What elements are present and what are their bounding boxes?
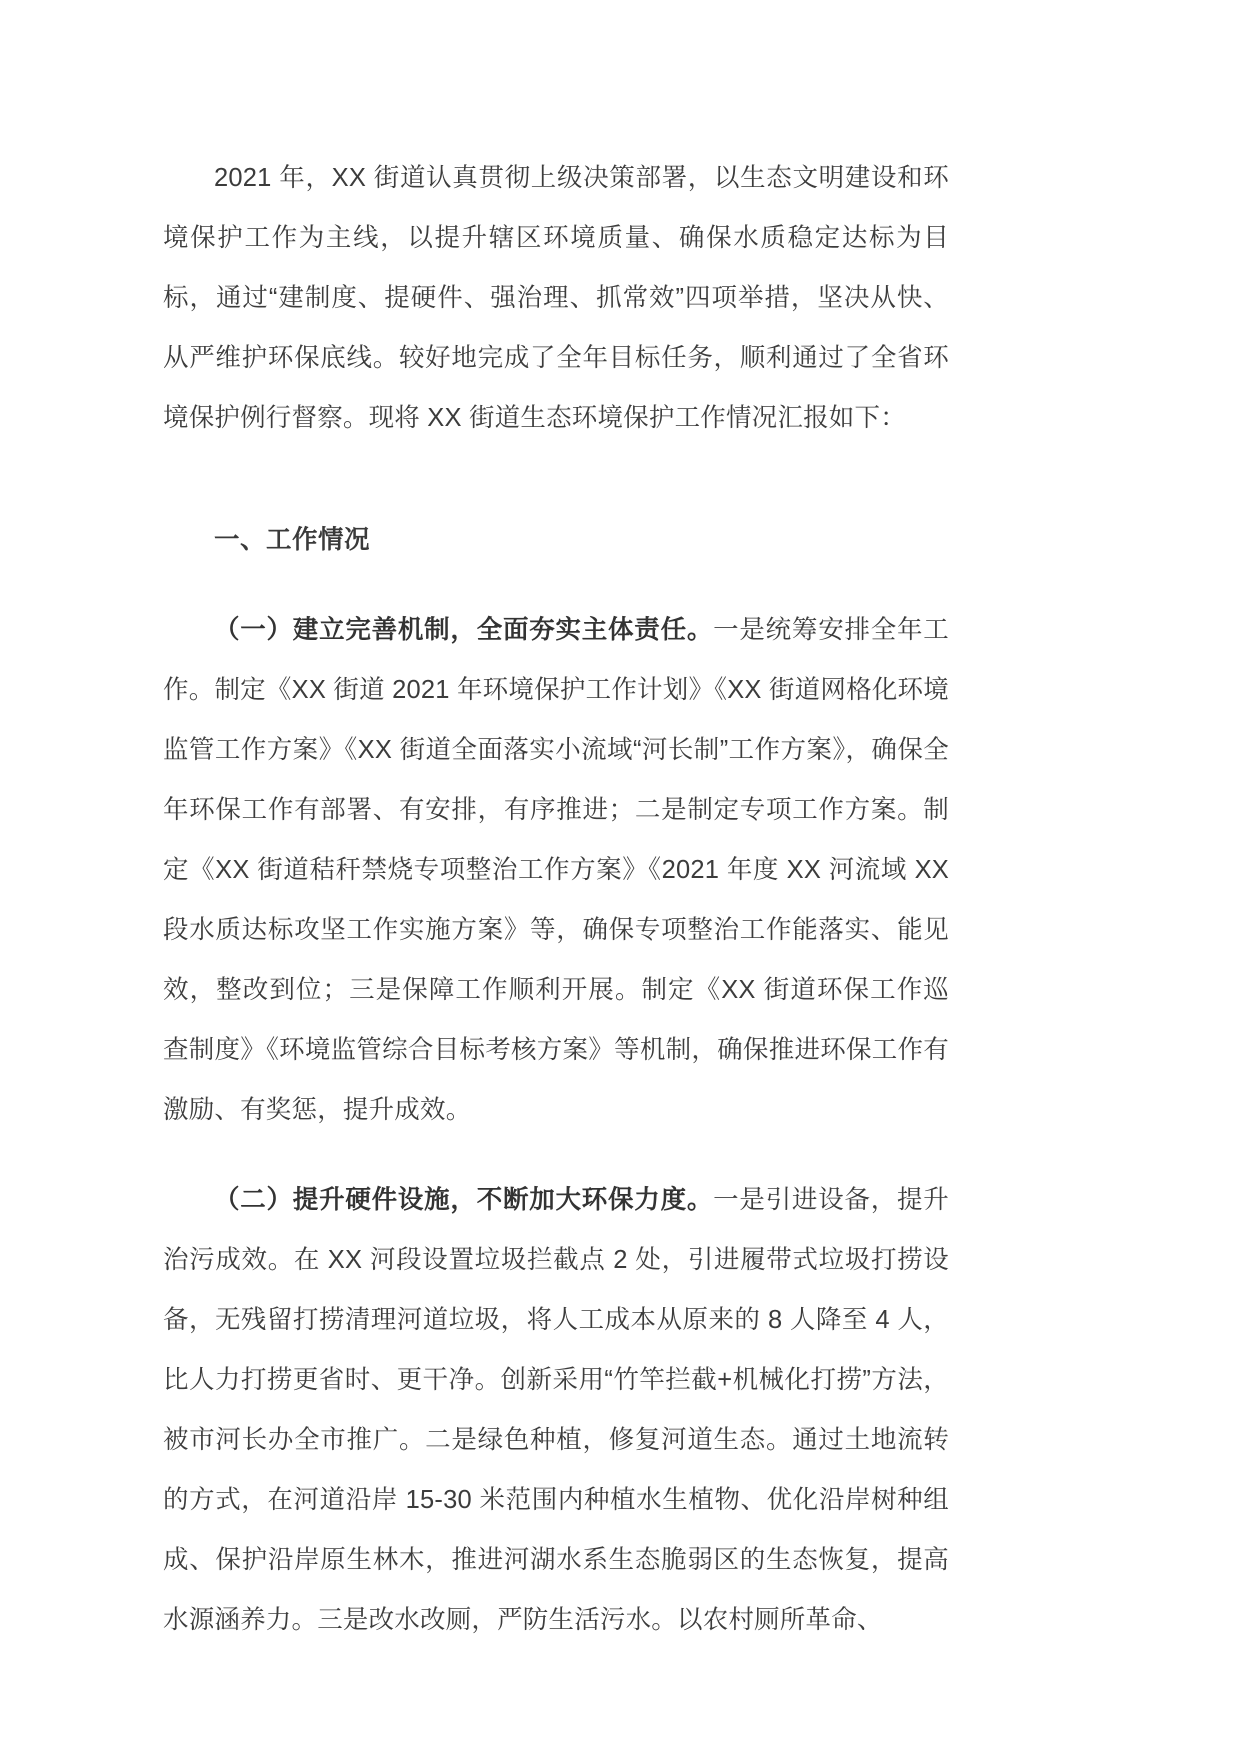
subsection-1-lead: （一）建立完善机制，全面夯实主体责任。 <box>214 616 714 644</box>
spacer-between-subsections <box>163 1140 949 1170</box>
intro-paragraph: 2021 年，XX 街道认真贯彻上级决策部署，以生态文明建设和环境保护工作为主线，以提升辖区环境质量、确保水质稳定达标为目标，通过“建制度、提硬件、强治理、抓常效”四项举措，坚决从快、从严维护环保底线。较好地完成了全年目标任务，顺利通过了全省环境保护例行督察。现将 XX 街道生态环境保护工作情况汇报如下： <box>163 164 949 432</box>
spacer-before-heading <box>163 448 949 510</box>
section-heading-1: 一、工作情况 <box>214 526 371 554</box>
subsection-1-body: 一是统筹安排全年工作。制定《XX 街道 2021 年环境保护工作计划》《XX 街道网格化环境监管工作方案》《XX 街道全面落实小流域“河长制”工作方案》，确保全年环保工作有部署、有安排，有序推进；二是制定专项工作方案。制定《XX 街道秸秆禁烧专项整治工作方案》《2021 年度 XX 河流域 XX 段水质达标攻坚工作实施方案》等，确保专项整治工作能落实、能见效，整改到位；三是保障工作顺利开展。制定《XX 街道环保工作巡查制度》《环境监管综合目标考核方案》等机制，确保推进环保工作有激励、有奖惩，提升成效。 <box>163 616 949 1124</box>
subsection-2 <box>163 1170 949 1650</box>
subsection-2-lead: （二）提升硬件设施，不断加大环保力度。 <box>214 1186 714 1214</box>
spacer-after-heading <box>163 570 949 600</box>
subsection-2-body: 一是引进设备，提升治污成效。在 XX 河段设置垃圾拦截点 2 处，引进履带式垃圾打捞设备，无残留打捞清理河道垃圾，将人工成本从原来的 8 人降至 4 人，比人力打捞更省时、更干净。创新采用“竹竿拦截+机械化打捞”方法，被市河长办全市推广。二是绿色种植，修复河道生态。通过土地流转的方式，在河道沿岸 15-30 米范围内种植水生植物、优化沿岸树种组成、保护沿岸原生林木，推进河湖水系生态脆弱区的生态恢复，提高水源涵养力。三是改水改厕，严防生活污水。以农村厕所革命、 <box>163 1186 949 1634</box>
subsection-1 <box>163 600 949 1140</box>
document-body <box>163 148 949 1650</box>
